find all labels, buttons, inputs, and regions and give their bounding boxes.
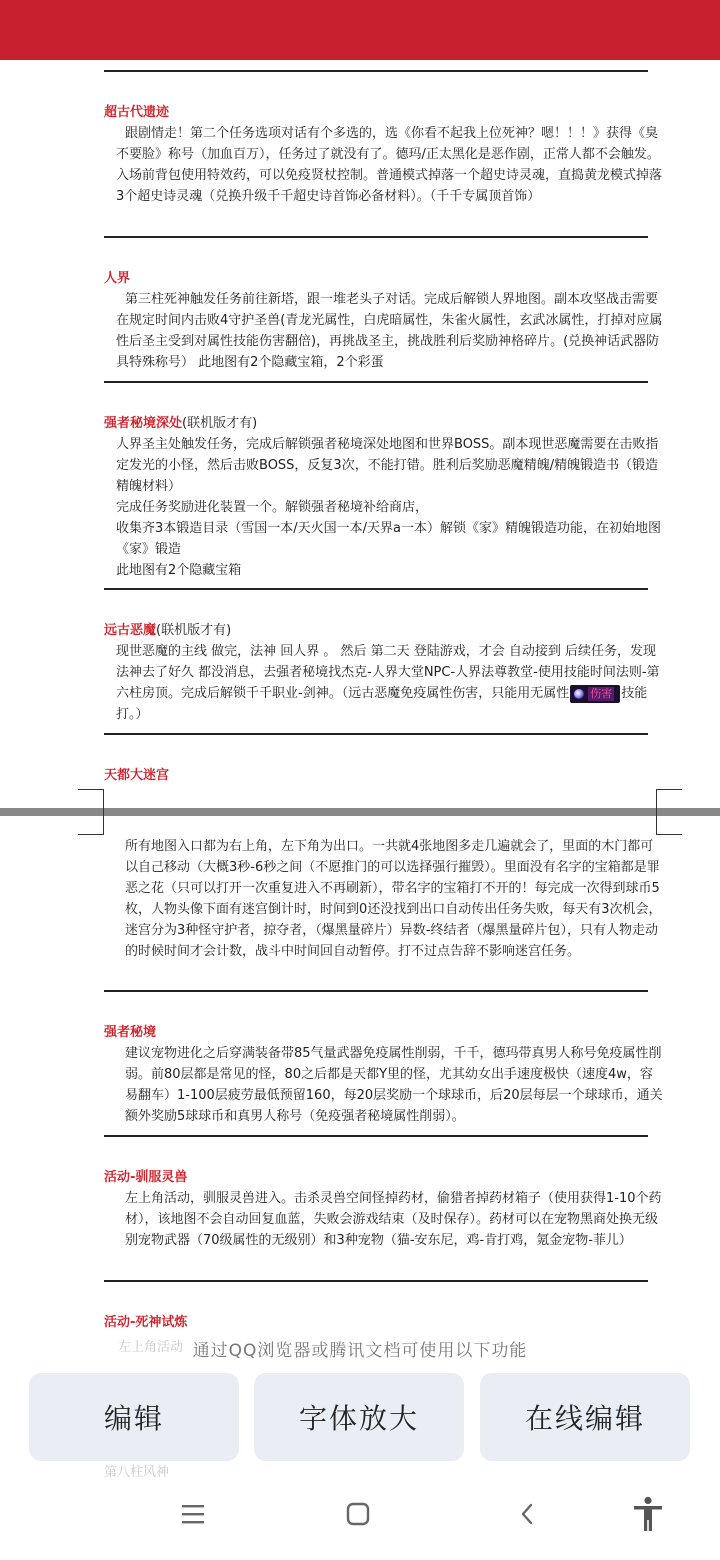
- divider: [104, 70, 648, 72]
- divider: [104, 1135, 648, 1137]
- paragraph: 现世恶魔的主线 做完，法神 回人界 。 然后 第二天 登陆游戏，才会 自动接到 后续任务，发现法神去了好久 都没消息，去强者秘境找杰克-人界大堂NPC-人界法尊教堂-使用技能时间法则-第六柱房顶。完成后解锁千千职业-剑神。（远古恶魔免疫属性伤害，只能用无属性 伤害 技能打。）: [116, 644, 660, 722]
- font-enlarge-button[interactable]: 字体放大: [254, 1373, 464, 1461]
- page-separator: [0, 808, 720, 816]
- toolbar-hint: 通过QQ浏览器或腾讯文档可使用以下功能: [192, 1341, 528, 1361]
- paragraph: 人界圣主处触发任务，完成后解锁强者秘境深处地图和世界BOSS。副本现世恶魔需要在击败指定发光的小怪，然后击败BOSS，反复3次，不能打错。胜利后奖励恶魔精魄/精魄锻造书（锻造精魄材料）: [116, 437, 659, 494]
- edit-button[interactable]: 编辑: [29, 1373, 239, 1461]
- divider: [104, 236, 648, 238]
- section-body: [116, 289, 664, 373]
- paragraph: 第三柱死神触发任务前往新塔，跟一堆老头子对话。完成后解锁人界地图。副本攻坚战击需要在规定时间内击败4守护圣兽(青龙光属性，白虎暗属性，朱雀火属性，玄武冰属性，打掉对应属性后圣主受到对属性技能伤害翻倍)，再挑战圣主，挑战胜利后奖励神格碎片。(兑换神话武器防具特殊称号） 此地图有2个隐藏宝箱，2个彩蛋: [116, 292, 663, 370]
- paragraph: 此地图有2个隐藏宝箱: [116, 563, 242, 578]
- online-edit-button[interactable]: 在线编辑: [480, 1373, 690, 1461]
- section-note: (联机版才有): [156, 623, 232, 638]
- paragraph: 跟剧情走！第二个任务选项对话有个多选的，选《你看不起我上位死神？嗯！！！》获得《臭不要脸》称号（加血百万），任务过了就没有了。德玛/正太黑化是恶作剧，正常人都不会触发。入场前背包使用特效药，可以免疫贤杖控制。普通模式掉落一个超史诗灵魂，直捣黄龙模式掉落3个超史诗灵魂（兑换升级千千超史诗首饰必备材料）。（千千专属顶首饰）: [116, 126, 663, 204]
- menu-icon[interactable]: [178, 1494, 208, 1534]
- crop-mark: [656, 789, 682, 835]
- paragraph: 建议宠物进化之后穿满装备带85气量武器免疫属性削弱，千千，德玛带真男人称号免疫属性削弱。前80层都是常见的怪，80之后都是天都Y里的怪，尤其幼女出手速度极快（速度4w，容易翻车）1-100层疲劳最低预留160，每20层奖励一个球球币，后20层每层一个球球币，通关额外奖励5球球币和真男人称号（免疫强者秘境属性削弱）。: [125, 1046, 663, 1124]
- faded-text: 第八柱风神: [104, 1465, 170, 1480]
- section-body: [125, 1188, 665, 1251]
- divider: [104, 1280, 648, 1282]
- section-body: [116, 123, 664, 207]
- paragraph: 左上角活动，驯服灵兽进入。击杀灵兽空间怪掉药材，偷猎者掉药材箱子（使用获得1-10个药材），该地图不会自动回复血蓝，失败会游戏结束（及时保存）。药材可以在宠物黑商处换无级别宠物武器（70级属性的无级别）和3种宠物（猫-安东尼，鸡-肯打鸡，氪金宠物-菲儿）: [125, 1191, 662, 1248]
- back-icon[interactable]: [512, 1494, 542, 1534]
- section-title: 超古代遗迹: [104, 105, 170, 120]
- paragraph: 完成任务奖励进化装置一个。解锁强者秘境补给商店，: [116, 500, 429, 515]
- section-note: (联机版才有): [182, 416, 258, 431]
- section-body: [125, 836, 665, 962]
- crop-mark: [78, 789, 104, 835]
- paragraph: 所有地图入口都为右上角，左下角为出口。一共就4张地图多走几遍就会了，里面的木门都可以自己移动（大概3秒-6秒之间（不愿推门的可以选择强行摧毁）。里面没有名字的宝箱都是罪恶之花（只可以打开一次重复进入不再刷新），带名字的宝箱打不开的！每完成一次得到球币5枚，人物头像下面有迷宫倒计时，时间到0还没找到出口自动传出任务失败，每天有3次机会，迷宫分为3种怪守护者，掠夺者，（爆黑量碎片）异数-终结者（爆黑量碎片包），只有人物走动的时候时间才会计数，战斗中时间回自动暂停。打不过点告辞不影响迷宫任务。: [125, 839, 662, 959]
- section-title: 活动-死神试炼: [104, 1315, 188, 1330]
- skill-damage-icon: 伤害: [570, 685, 620, 703]
- section-body: [116, 434, 664, 581]
- section-title: 强者秘境: [104, 1025, 157, 1040]
- paragraph: 收集齐3本锻造目录（雪国一本/天火国一本/天界a一本）解锁《家》精魄锻造功能，在初始地图《家》锻造: [116, 521, 661, 557]
- section-title: 人界: [104, 271, 131, 286]
- accessibility-icon[interactable]: [630, 1494, 666, 1534]
- status-bar: [0, 0, 720, 60]
- divider: [104, 733, 648, 735]
- section-body: [125, 1043, 665, 1127]
- divider: [104, 990, 648, 992]
- divider: [104, 381, 648, 383]
- section-title: 强者秘境深处(联机版才有): [104, 416, 258, 431]
- section-title: 天都大迷宫: [104, 768, 170, 783]
- divider: [104, 588, 648, 590]
- section-title: 远古恶魔(联机版才有): [104, 623, 232, 638]
- section-body: [116, 641, 664, 725]
- home-icon[interactable]: [343, 1494, 373, 1534]
- faded-text: 左上角活动: [118, 1340, 184, 1355]
- section-title: 活动-驯服灵兽: [104, 1170, 188, 1185]
